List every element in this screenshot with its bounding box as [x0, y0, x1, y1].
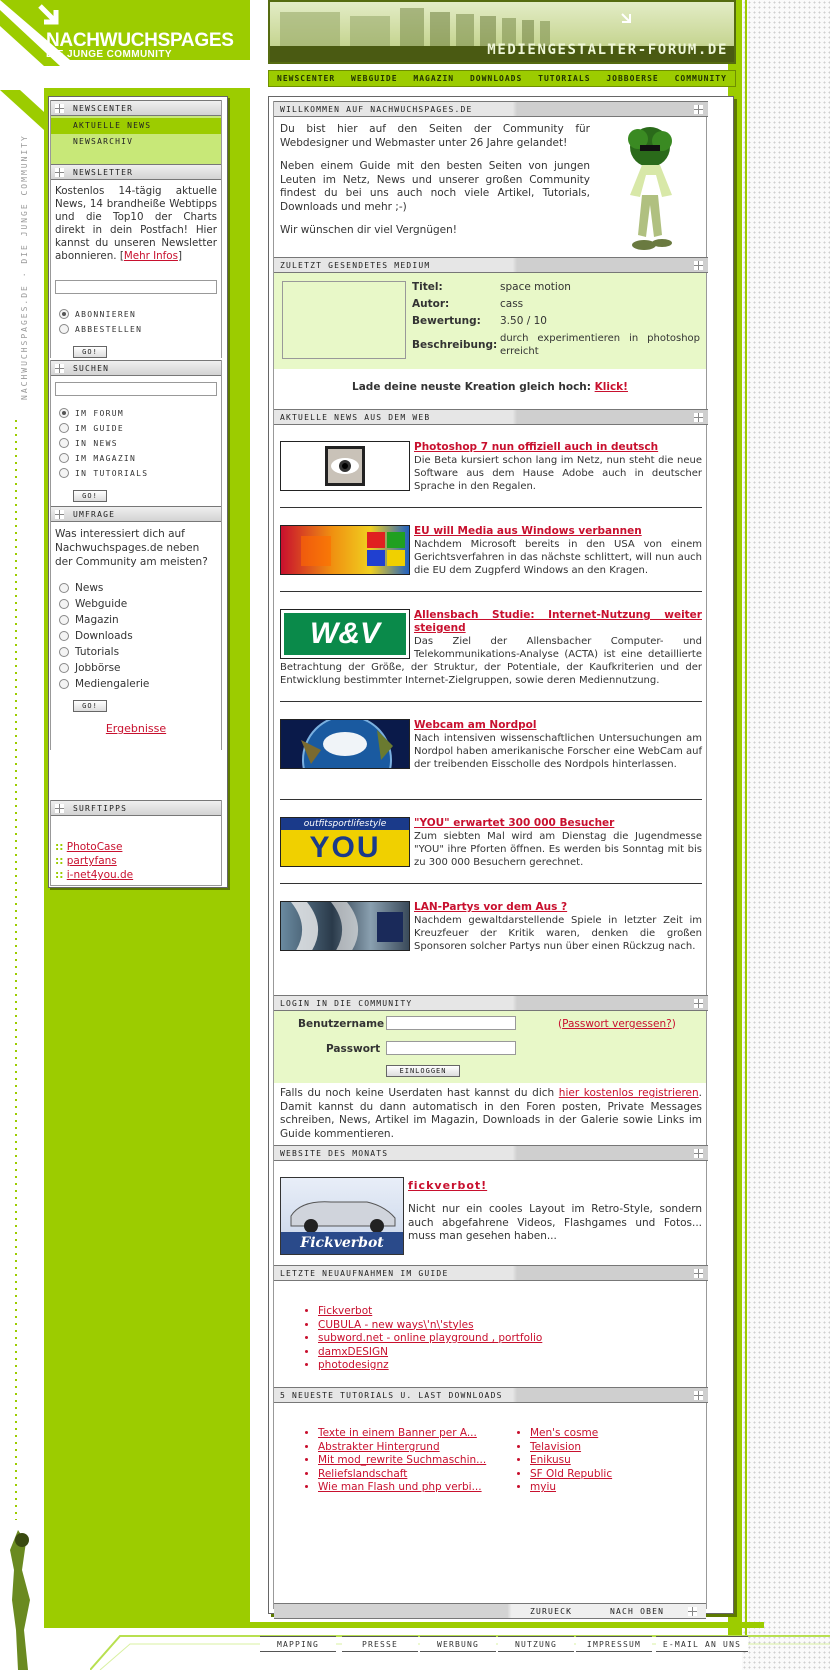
poll-option-label: Magazin — [75, 614, 119, 626]
main-frame-line — [745, 0, 747, 1640]
surftips-list — [51, 816, 221, 882]
brand-subtitle: DIE JUNGE COMMUNITY — [46, 49, 172, 60]
dotted-background-right — [742, 0, 830, 1670]
newsletter-more-link[interactable]: Mehr Infos — [123, 250, 178, 262]
list-item — [318, 1305, 542, 1319]
news-title-link[interactable]: Photoshop 7 nun offiziell auch in deutsch — [414, 441, 659, 453]
login-username-input[interactable] — [386, 1016, 516, 1030]
news-header — [274, 409, 708, 425]
radio-icon — [59, 647, 69, 657]
poll-box — [50, 506, 222, 750]
search-title: SUCHEN — [73, 363, 110, 373]
news-text: Die Beta kursiert schon lang im Netz, nun steht die neue Software aus dem Hause Adobe auch in deutscher Sprache in den Regalen. — [414, 455, 702, 492]
nav-downloads[interactable]: DOWNLOADS — [469, 74, 523, 83]
grid-icon — [690, 1266, 706, 1280]
medium-label: Bewertung: — [412, 315, 481, 327]
nav-tutorials[interactable]: TUTORIALS — [538, 74, 591, 83]
upload-link[interactable]: Klick! — [594, 381, 628, 393]
news-item — [280, 719, 702, 771]
list-item — [530, 1441, 612, 1455]
medium-value-author: cass — [500, 298, 524, 310]
brand-vertical-text: NACHWUCHSPAGES.DE · DIE JUNGE COMMUNITY — [20, 134, 29, 400]
medium-title: ZULETZT GESENDETES MEDIUM — [280, 260, 431, 270]
grid-icon — [690, 1146, 706, 1160]
download-link[interactable]: Enikusu — [530, 1454, 571, 1466]
news-item — [280, 525, 702, 577]
radio-icon — [59, 468, 69, 478]
newscenter-item-aktuelle-news[interactable] — [51, 118, 221, 134]
news-title-link[interactable]: "YOU" erwartet 300 000 Besucher — [414, 817, 615, 829]
news-divider — [280, 507, 702, 508]
grid-icon — [51, 801, 67, 815]
radio-icon — [59, 615, 69, 625]
surftip-item — [55, 868, 221, 882]
news-divider — [280, 591, 702, 592]
list-item — [530, 1427, 612, 1441]
news-item — [280, 901, 702, 953]
website-thumbnail[interactable] — [280, 1177, 404, 1255]
newsletter-option-abbestellen[interactable] — [59, 324, 142, 335]
newsletter-option-abonnieren[interactable] — [59, 309, 136, 320]
upload-text: Lade deine neuste Kreation gleich hoch: — [352, 381, 591, 393]
news-text: Zum siebten Mal wird am Dienstag die Jugendmesse "YOU" ihre Pforten öffnen. Es werden bis Sonntag mit bis zu 300 000 Besuchern gerechnet. — [414, 831, 702, 868]
tutorial-link[interactable]: Wie man Flash und php verbi... — [318, 1481, 482, 1493]
news-item — [280, 609, 702, 687]
website-title: WEBSITE DES MONATS — [280, 1148, 389, 1158]
website-header — [274, 1145, 708, 1161]
radio-label: IN TUTORIALS — [75, 469, 149, 478]
guide-link[interactable]: subword.net - online playground , portfolio — [318, 1332, 543, 1344]
medium-value-title: space motion — [500, 281, 571, 293]
radio-label: IM GUIDE — [75, 424, 124, 433]
search-option-magazin[interactable] — [59, 453, 136, 464]
grid-icon — [690, 996, 706, 1010]
poll-header — [51, 506, 221, 522]
grid-icon — [684, 1604, 700, 1618]
newscenter-title: NEWSCENTER — [73, 103, 134, 113]
footer-mapping[interactable]: MAPPING — [260, 1636, 336, 1652]
character-figure-icon — [4, 1530, 38, 1670]
nav-community[interactable]: COMMUNITY — [674, 74, 727, 83]
news-text: Nach intensiven wissenschaftlichen Untersuchungen am Nordpol haben amerikanische Forscher eine WebCam auf der treibenden Eisscholle des Nordpols hinterlassen. — [414, 733, 702, 770]
search-option-news[interactable] — [59, 438, 118, 449]
guide-list — [300, 1305, 542, 1373]
grid-icon — [51, 101, 67, 115]
welcome-text — [280, 123, 590, 238]
tutorials-list — [300, 1427, 486, 1495]
medium-thumbnail[interactable] — [282, 281, 406, 359]
search-option-forum[interactable] — [59, 408, 124, 419]
forgot-paren: ) — [671, 1018, 676, 1030]
bottom-nav — [274, 1603, 706, 1619]
newsletter-go-button[interactable]: GO! — [73, 346, 107, 358]
radio-icon — [59, 324, 69, 334]
surftip-photocase-link[interactable]: PhotoCase — [66, 841, 123, 853]
list-item — [318, 1427, 486, 1441]
grid-icon — [51, 507, 67, 521]
vertical-dashed-line — [14, 420, 18, 1520]
news-title-link[interactable]: Webcam am Nordpol — [414, 719, 537, 731]
forgot-password-link[interactable]: Passwort vergessen? — [562, 1018, 672, 1030]
welcome-header — [274, 101, 708, 117]
register-text-after: . Damit kannst du dann automatisch in den Foren posten, Private Messages schreiben, News, Artikel im Magazin, Downloads in der Galerie sowie Links im Guide kommentieren. — [280, 1087, 702, 1140]
poll-option-label: Webguide — [75, 598, 128, 610]
footer-email[interactable]: E-MAIL AN UNS — [656, 1636, 748, 1652]
main-inner — [273, 101, 707, 1616]
list-item — [318, 1319, 542, 1333]
newscenter-item-label: AKTUELLE NEWS — [73, 121, 152, 130]
medium-label: Beschreibung: — [412, 339, 498, 351]
register-text-before: Falls du noch keine Userdaten hast kannst du dich — [280, 1087, 559, 1099]
guide-title: LETZTE NEUAUFNAHMEN IM GUIDE — [280, 1268, 449, 1278]
website-text: Nicht nur ein cooles Layout im Retro-Style, sondern auch abgefahrene Videos, Flashgames und Fotos... muss man gesehen haben... — [408, 1203, 702, 1242]
wv-logo: W&V — [284, 613, 406, 655]
grid-icon — [690, 258, 706, 272]
brand-title: NACHWUCHSPAGES — [46, 30, 234, 51]
list-item — [318, 1454, 486, 1468]
radio-icon — [59, 663, 69, 673]
back-link[interactable]: ZURUECK — [530, 1607, 573, 1616]
poll-option-label: News — [75, 582, 104, 594]
poll-option-label: Downloads — [75, 630, 133, 642]
list-item — [530, 1454, 612, 1468]
news-thumb-lan[interactable] — [280, 901, 410, 951]
search-header — [51, 360, 221, 376]
footer-werbung[interactable]: WERBUNG — [420, 1636, 496, 1652]
guide-link[interactable]: damxDESIGN — [318, 1345, 389, 1358]
download-link[interactable]: SF Old Republic — [530, 1467, 613, 1480]
radio-icon — [59, 599, 69, 609]
news-title-link[interactable]: LAN-Partys vor dem Aus ? — [414, 901, 568, 913]
login-title: LOGIN IN DIE COMMUNITY — [280, 998, 413, 1008]
surftip-item — [55, 840, 221, 854]
newsletter-email-input[interactable] — [55, 280, 217, 294]
login-password-input[interactable] — [386, 1041, 516, 1055]
medium-upload-line — [274, 381, 706, 393]
news-text: Nachdem gewaltdarstellende Spiele in letzter Zeit im Kreuzfeuer der Kritik waren, denken die großen Sponsoren solcher Partys nun über einen Rückzug nach. — [414, 915, 702, 952]
top-nav — [268, 70, 736, 87]
list-item — [530, 1481, 612, 1495]
list-item — [318, 1332, 542, 1346]
news-item — [280, 441, 702, 493]
radio-icon — [59, 631, 69, 641]
main-content — [268, 96, 734, 1614]
downloads-list — [512, 1427, 612, 1495]
poll-option-mediengalerie[interactable] — [59, 678, 149, 690]
radio-icon — [59, 408, 69, 418]
radio-label: IM FORUM — [75, 409, 124, 418]
grid-icon — [51, 361, 67, 375]
news-text: Nachdem Microsoft bereits in den USA von einem Gerichtsverfahren in das nächste schlittert, will nun auch die EU dem Zugpferd Windows an den Kragen. — [414, 539, 702, 576]
news-thumb-wv[interactable] — [280, 609, 410, 659]
newsletter-text: Kostenlos 14-tägig aktuelle News, 14 brandheiße Webtipps und die Top10 der Charts direkt in dein Postfach! Hier kannst du unseren Newsletter abonnieren. — [55, 185, 217, 262]
news-divider — [280, 799, 702, 800]
list-item — [318, 1346, 542, 1360]
grid-icon — [690, 102, 706, 116]
surftip-inet4you-link[interactable]: i-net4you.de — [66, 869, 134, 881]
newsletter-title: NEWSLETTER — [73, 167, 134, 177]
newsletter-box — [50, 164, 222, 358]
news-thumb-windows[interactable] — [280, 525, 410, 575]
welcome-title: WILLKOMMEN AUF NACHWUCHSPAGES.DE — [280, 104, 473, 114]
news-title-link[interactable]: Allensbach Studie: Internet-Nutzung weiter steigend — [414, 609, 702, 634]
footer-impressum[interactable]: IMPRESSUM — [576, 1636, 652, 1652]
list-item — [530, 1468, 612, 1482]
poll-option-news[interactable] — [59, 582, 103, 594]
newscenter-item-newsarchiv[interactable] — [51, 134, 221, 150]
list-item — [318, 1481, 486, 1495]
search-option-guide[interactable] — [59, 423, 124, 434]
guide-link[interactable]: CUBULA - new ways\'n\'styles — [318, 1318, 474, 1331]
footer-nutzung[interactable]: NUTZUNG — [498, 1636, 574, 1652]
website-logo: Fickverbot — [281, 1232, 403, 1254]
radio-label: IN NEWS — [75, 439, 118, 448]
news-title: AKTUELLE NEWS AUS DEM WEB — [280, 412, 431, 422]
news-thumb-you[interactable] — [280, 817, 410, 867]
newscenter-header — [51, 100, 221, 116]
radio-icon — [59, 583, 69, 593]
surftip-prefix: :: — [55, 869, 64, 881]
news-divider — [280, 883, 702, 884]
medium-value-rating: 3.50 / 10 — [500, 315, 547, 327]
grid-icon — [690, 410, 706, 424]
bracket-open: [ — [119, 250, 124, 262]
poll-results-link[interactable]: Ergebnisse — [105, 722, 167, 735]
newsletter-header — [51, 164, 221, 180]
search-option-tutorials[interactable] — [59, 468, 148, 479]
footer-presse[interactable]: PRESSE — [342, 1636, 418, 1652]
you-top-text: outfitsportlifestyle — [281, 818, 409, 830]
news-thumb-earth[interactable] — [280, 719, 410, 769]
list-item — [318, 1468, 486, 1482]
forgot-paren: ( — [558, 1018, 563, 1030]
guide-link[interactable]: Fickverbot — [318, 1305, 373, 1317]
tutorials-header — [274, 1387, 708, 1403]
to-top-link[interactable]: NACH OBEN — [610, 1607, 665, 1616]
medium-value-description: durch experimentieren in photoshop erreicht — [500, 333, 700, 357]
bracket-close: ] — [177, 250, 182, 262]
surftip-prefix: :: — [55, 855, 64, 867]
surftips-box — [50, 800, 222, 886]
surftip-prefix: :: — [55, 841, 64, 853]
login-pass-label: Passwort — [326, 1043, 381, 1055]
welcome-p2: Neben einem Guide mit den besten Seiten von jungen Leuten im Netz, News und unserer großen Community findest du bei uns auch noch viele Artikel, Tutorials, Downloads und mehr ;-) — [280, 160, 590, 213]
poll-option-magazin[interactable] — [59, 614, 119, 626]
download-link[interactable]: Telavision — [530, 1440, 582, 1453]
radio-icon — [59, 453, 69, 463]
radio-icon — [59, 679, 69, 689]
poll-option-tutorials[interactable] — [59, 646, 119, 658]
guide-link[interactable]: photodesignz — [318, 1359, 389, 1371]
radio-label: ABBESTELLEN — [75, 325, 143, 334]
surftips-title: SURFTIPPS — [73, 803, 128, 813]
list-item — [318, 1359, 542, 1373]
surftip-partyfans-link[interactable]: partyfans — [66, 855, 117, 867]
nav-newscenter[interactable]: NEWSCENTER — [277, 74, 336, 83]
grid-icon — [690, 1388, 706, 1402]
radio-icon — [59, 423, 69, 433]
medium-label: Autor: — [412, 298, 450, 310]
nav-webguide[interactable]: WEBGUIDE — [351, 74, 398, 83]
tutorials-title: 5 NEUESTE TUTORIALS U. LAST DOWNLOADS — [280, 1390, 503, 1400]
poll-option-webguide[interactable] — [59, 598, 127, 610]
login-user-label: Benutzername — [298, 1018, 385, 1030]
login-forgot — [558, 1018, 676, 1030]
poll-title: UMFRAGE — [73, 509, 116, 519]
nav-jobboerse[interactable]: JOBBOERSE — [606, 74, 659, 83]
login-register-text — [280, 1087, 702, 1141]
grid-icon — [51, 165, 67, 179]
poll-go-button[interactable]: GO! — [73, 700, 107, 712]
register-link[interactable]: hier kostenlos registrieren — [558, 1087, 699, 1099]
tutorial-link[interactable]: Abstrakter Hintergrund — [318, 1440, 440, 1453]
poll-question: Was interessiert dich auf Nachwuchspages.de neben der Community am meisten? — [55, 528, 208, 568]
radio-icon — [59, 309, 69, 319]
news-divider — [280, 701, 702, 702]
website-name-link[interactable]: fickverbot! — [408, 1179, 488, 1192]
radio-icon — [59, 438, 69, 448]
search-box — [50, 360, 222, 506]
download-link[interactable]: Men's cosme — [530, 1427, 599, 1439]
tutorial-link[interactable]: Texte in einem Banner per A... — [318, 1427, 477, 1439]
newsletter-text-block — [51, 180, 221, 263]
login-header — [274, 995, 708, 1011]
poll-option-downloads[interactable] — [59, 630, 133, 642]
poll-option-label: Tutorials — [75, 646, 120, 658]
medium-label: Titel: — [412, 281, 443, 293]
surftips-header — [51, 800, 221, 816]
tutorial-link[interactable]: Mit mod_rewrite Suchmaschin... — [318, 1454, 487, 1466]
news-title-link[interactable]: EU will Media aus Windows verbannen — [414, 525, 642, 537]
welcome-p1: Du bist hier auf den Seiten der Community für Webdesigner und Webmaster unter 26 Jahre gelandet! — [280, 123, 590, 149]
news-thumb-photoshop[interactable] — [280, 441, 410, 491]
welcome-p3: Wir wünschen dir viel Vergnügen! — [280, 224, 457, 236]
download-link[interactable]: myiu — [530, 1481, 557, 1493]
poll-option-label: Jobbörse — [75, 662, 121, 674]
tutorial-link[interactable]: Reliefslandschaft — [318, 1467, 408, 1480]
search-input[interactable] — [55, 382, 217, 396]
sidebar — [44, 96, 244, 896]
news-item — [280, 817, 702, 869]
medium-header — [274, 257, 708, 273]
radio-label: ABONNIEREN — [75, 310, 137, 319]
header-banner — [268, 0, 736, 64]
nav-magazin[interactable]: MAGAZIN — [413, 74, 455, 83]
surftip-item — [55, 854, 221, 868]
news-text: Das Ziel der Allensbacher Computer- und Telekommunikations-Analyse (ACTA) ist eine detaillierte Betrachtung der Größe, der Struktur, der Potentiale, der Kaufkriterien und der Entwicklung bestimmter Internet-Zielgruppen, sowie deren Mediennutzung. — [280, 636, 702, 686]
radio-label: IM MAGAZIN — [75, 454, 137, 463]
poll-option-label: Mediengalerie — [75, 678, 150, 690]
welcome-person-image — [610, 125, 686, 255]
list-item — [318, 1441, 486, 1455]
poll-option-jobboerse[interactable] — [59, 662, 121, 674]
search-go-button[interactable]: GO! — [73, 490, 107, 502]
you-logo: YOU — [309, 831, 381, 864]
guide-header — [274, 1265, 708, 1281]
newscenter-item-label: NEWSARCHIV — [73, 137, 134, 146]
login-submit-button[interactable]: EINLOGGEN — [386, 1065, 460, 1077]
banner-text: MEDIENGESTALTER-FORUM.DE — [487, 42, 728, 58]
